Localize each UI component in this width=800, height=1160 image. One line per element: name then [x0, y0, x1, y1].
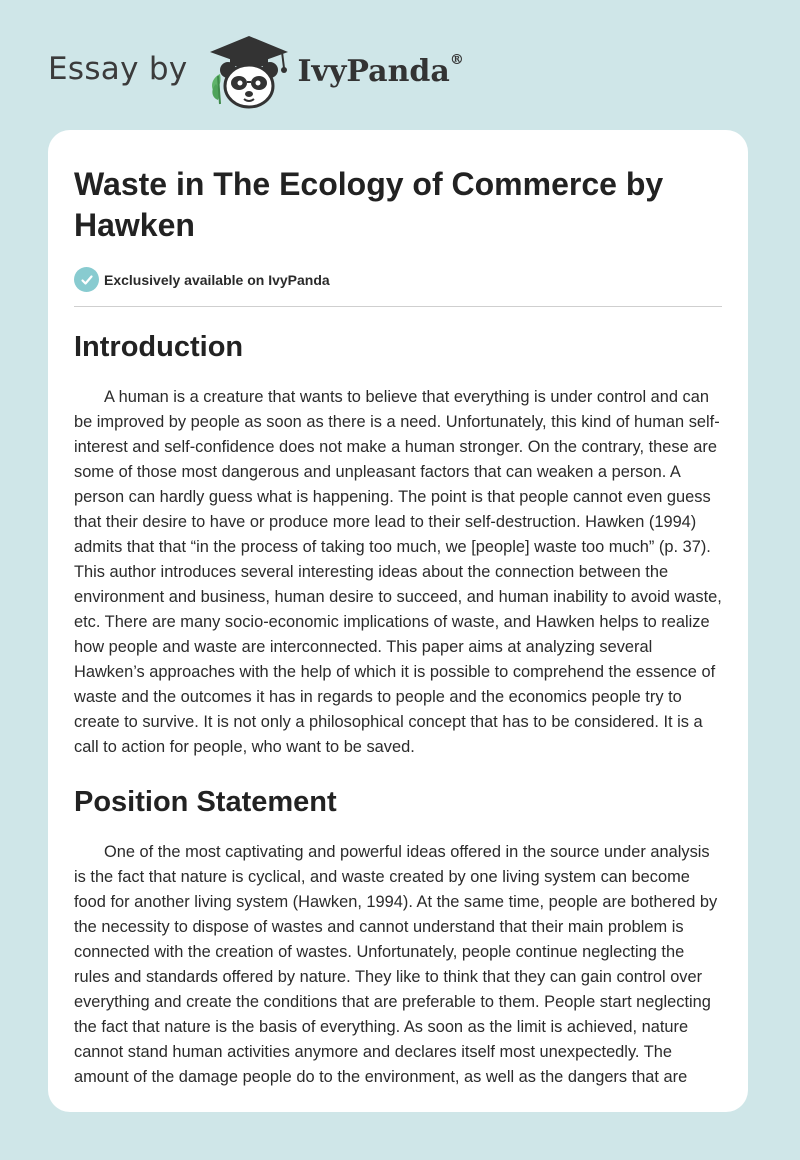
section-paragraph-introduction: A human is a creature that wants to believe that everything is under control and can be improved by people as soon as there is a need. Unfortunately, this kind of human self-interest and self-confidence does not make a human stronger. On the contrary, these are some of those most dangerous and unpleasant factors that can weaken a person. A person can hardly guess what is happening. The point is that people cannot even guess that their desire to have or produce more lead to their self-destruction. Hawken (1994) admits that that “in the process of taking too much, we [people] waste too much” (p. 37). This author introduces several interesting ideas about the connection between the environment and business, human desire to succeed, and human inability to avoid waste, etc. There are many socio-economic implications of waste, and Hawken helps to realize how people and waste are interconnected. This paper aims at analyzing several Hawken’s approaches with the help of which it is possible to comprehend the essence of waste and the outcomes it has in regards to people and the economics people try to create to survive. It is not only a philosophical concept that has to be considered. It is a call to action for people, who want to be saved. — [74, 388, 722, 756]
registered-mark: ® — [449, 51, 464, 68]
exclusive-badge-row — [74, 267, 722, 307]
section-heading-introduction: Introduction — [74, 331, 244, 363]
brand-name[interactable] — [297, 51, 464, 89]
essay-card — [48, 130, 748, 1112]
section-heading-position-statement: Position Statement — [74, 786, 337, 818]
section-paragraph-position-statement: One of the most captivating and powerful ideas offered in the source under analysis is the fact that nature is cyclical, and waste created by one living system can become food for another living system (Hawken, 1994). At the same time, people are bothered by the necessity to dispose of wastes and cannot understand that their main problem is connected with the creation of wastes. Unfortunately, people continue neglecting the rules and standards offered by nature. They like to think that they can gain control over everything and create the conditions that are preferable to them. People start neglecting the fact that nature is the basis of everything. As soon as the limit is achieved, nature cannot stand human activities anymore and declares itself most unexpectedly. The amount of the damage people do to the environment, as well as the dangers that are — [74, 843, 718, 1086]
brand-text: IvyPanda — [297, 53, 450, 89]
site-header — [48, 34, 464, 110]
check-icon — [74, 267, 99, 292]
panda-logo-icon[interactable] — [206, 34, 292, 110]
essay-by-label: Essay by — [48, 51, 188, 87]
exclusive-label: Exclusively available on IvyPanda — [104, 271, 330, 288]
essay-title: Waste in The Ecology of Commerce by Hawken — [74, 166, 664, 243]
